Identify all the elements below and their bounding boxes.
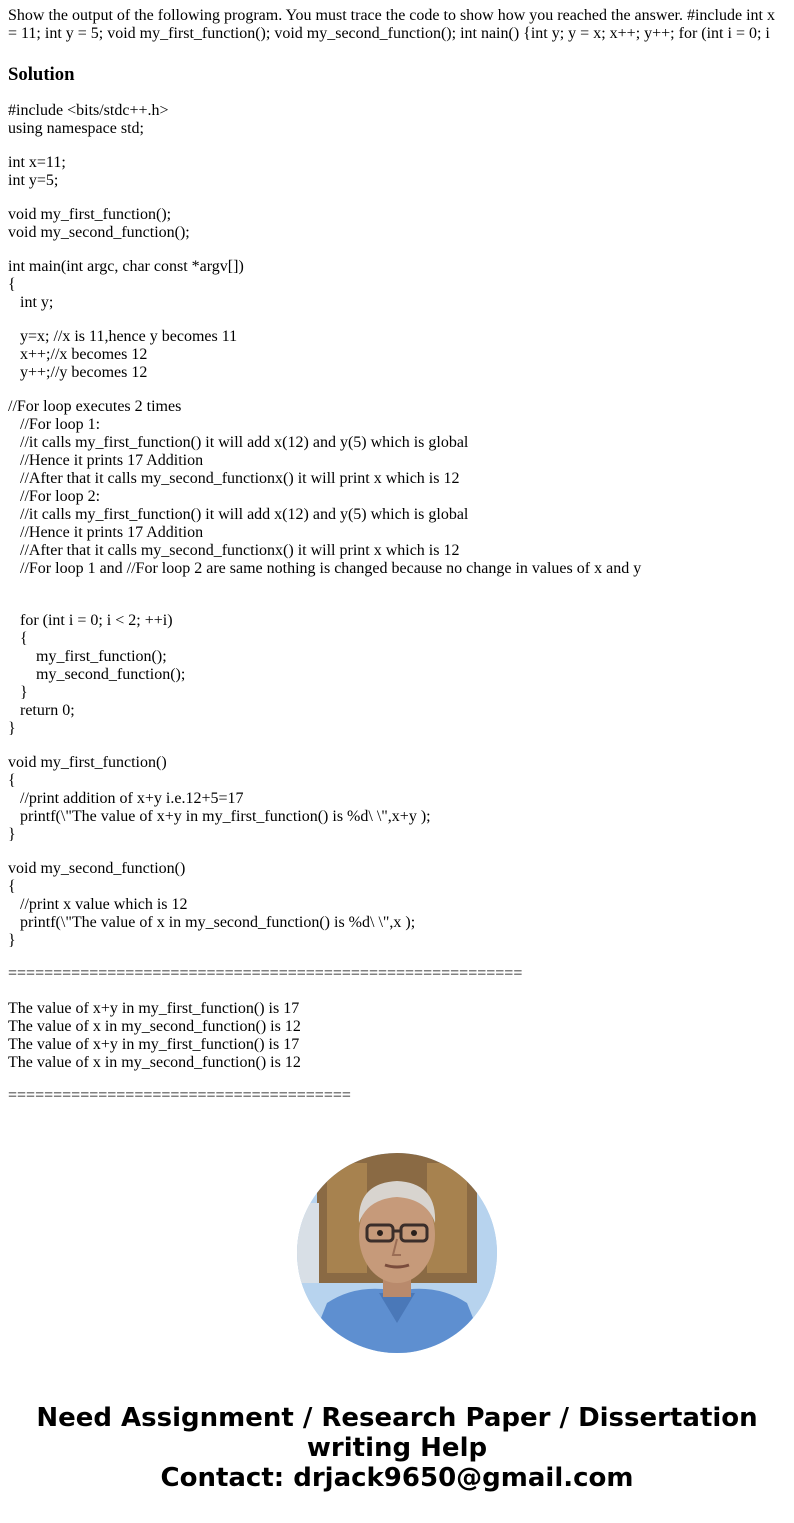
code-line: my_first_function(); xyxy=(8,648,167,665)
code-line: printf(\"The value of x+y in my_first_function() is %d\ \",x+y ); xyxy=(8,808,431,825)
code-line: using namespace std; xyxy=(8,120,144,137)
code-block xyxy=(8,258,786,312)
output-line: The value of x in my_second_function() is 12 xyxy=(8,1018,301,1035)
output-line: The value of x in my_second_function() is 12 xyxy=(8,1054,301,1071)
question-text: Show the output of the following program. You must trace the code to show how you reached the answer. #include int x = 11; int y = 5; void my_first_function(); void my_second_function(); int nain() {int y; y = x; x++; y++; for (int i = 0; i xyxy=(8,7,775,42)
code-line: int x=11; xyxy=(8,154,66,171)
code-line: //Hence it prints 17 Addition xyxy=(8,452,204,469)
code-line: //it calls my_first_function() it will add x(12) and y(5) which is global xyxy=(8,506,469,523)
solution-code xyxy=(8,102,786,966)
code-line: //it calls my_first_function() it will add x(12) and y(5) which is global xyxy=(8,434,469,451)
separator-top: ========================================================= xyxy=(8,965,523,982)
code-line: //print x value which is 12 xyxy=(8,896,188,913)
code-line: for (int i = 0; i < 2; ++i) xyxy=(8,612,173,629)
code-line: printf(\"The value of x in my_second_function() is %d\ \",x ); xyxy=(8,914,416,931)
code-line: return 0; xyxy=(8,702,75,719)
code-line: } xyxy=(8,826,16,843)
code-line: { xyxy=(8,276,16,293)
code-line: #include <bits/stdc++.h> xyxy=(8,102,169,119)
code-line: y++;//y becomes 12 xyxy=(8,364,148,381)
code-line: int y=5; xyxy=(8,172,59,189)
code-line: } xyxy=(8,720,16,737)
advert-line-1: Need Assignment / Research Paper / Dissertation xyxy=(36,1403,758,1433)
code-line: //For loop 1: xyxy=(8,416,101,433)
code-line: void my_first_function() xyxy=(8,754,167,771)
code-line: { xyxy=(8,878,16,895)
contact-advert xyxy=(0,1403,794,1493)
code-line: int main(int argc, char const *argv[]) xyxy=(8,258,244,275)
output-line: The value of x+y in my_first_function() is 17 xyxy=(8,1036,300,1053)
code-line: void my_first_function(); xyxy=(8,206,172,223)
code-block xyxy=(8,102,786,138)
code-line: x++;//x becomes 12 xyxy=(8,346,148,363)
code-line: //For loop 1 and //For loop 2 are same nothing is changed because no change in values of x and y xyxy=(8,560,642,577)
author-avatar xyxy=(297,1153,497,1353)
code-line: { xyxy=(8,630,28,647)
output-line: The value of x+y in my_first_function() is 17 xyxy=(8,1000,300,1017)
solution-heading: Solution xyxy=(8,64,75,85)
code-line: } xyxy=(8,684,28,701)
code-line: void my_second_function() xyxy=(8,860,186,877)
code-line: //Hence it prints 17 Addition xyxy=(8,524,204,541)
code-line: y=x; //x is 11,hence y becomes 11 xyxy=(8,328,238,345)
code-line: } xyxy=(8,932,16,949)
code-line: { xyxy=(8,772,16,789)
code-block xyxy=(8,398,786,596)
code-line: int y; xyxy=(8,294,54,311)
code-line xyxy=(8,578,786,596)
code-line: //After that it calls my_second_functionx() it will print x which is 12 xyxy=(8,542,460,559)
code-block xyxy=(8,206,786,242)
code-line: //After that it calls my_second_functionx() it will print x which is 12 xyxy=(8,470,460,487)
code-block xyxy=(8,328,786,382)
code-line: my_second_function(); xyxy=(8,666,186,683)
code-block xyxy=(8,860,786,950)
code-line: //For loop 2: xyxy=(8,488,101,505)
author-photo xyxy=(297,1153,497,1353)
program-output xyxy=(8,1000,301,1072)
advert-line-2: writing Help xyxy=(306,1433,488,1463)
code-line: //print addition of x+y i.e.12+5=17 xyxy=(8,790,244,807)
code-line: //For loop executes 2 times xyxy=(8,398,182,415)
code-line: void my_second_function(); xyxy=(8,224,190,241)
separator-bottom: ====================================== xyxy=(8,1087,351,1104)
code-block xyxy=(8,154,786,190)
code-block xyxy=(8,754,786,844)
code-block xyxy=(8,612,786,738)
advert-contact-line: Contact: drjack9650@gmail.com xyxy=(160,1463,634,1493)
